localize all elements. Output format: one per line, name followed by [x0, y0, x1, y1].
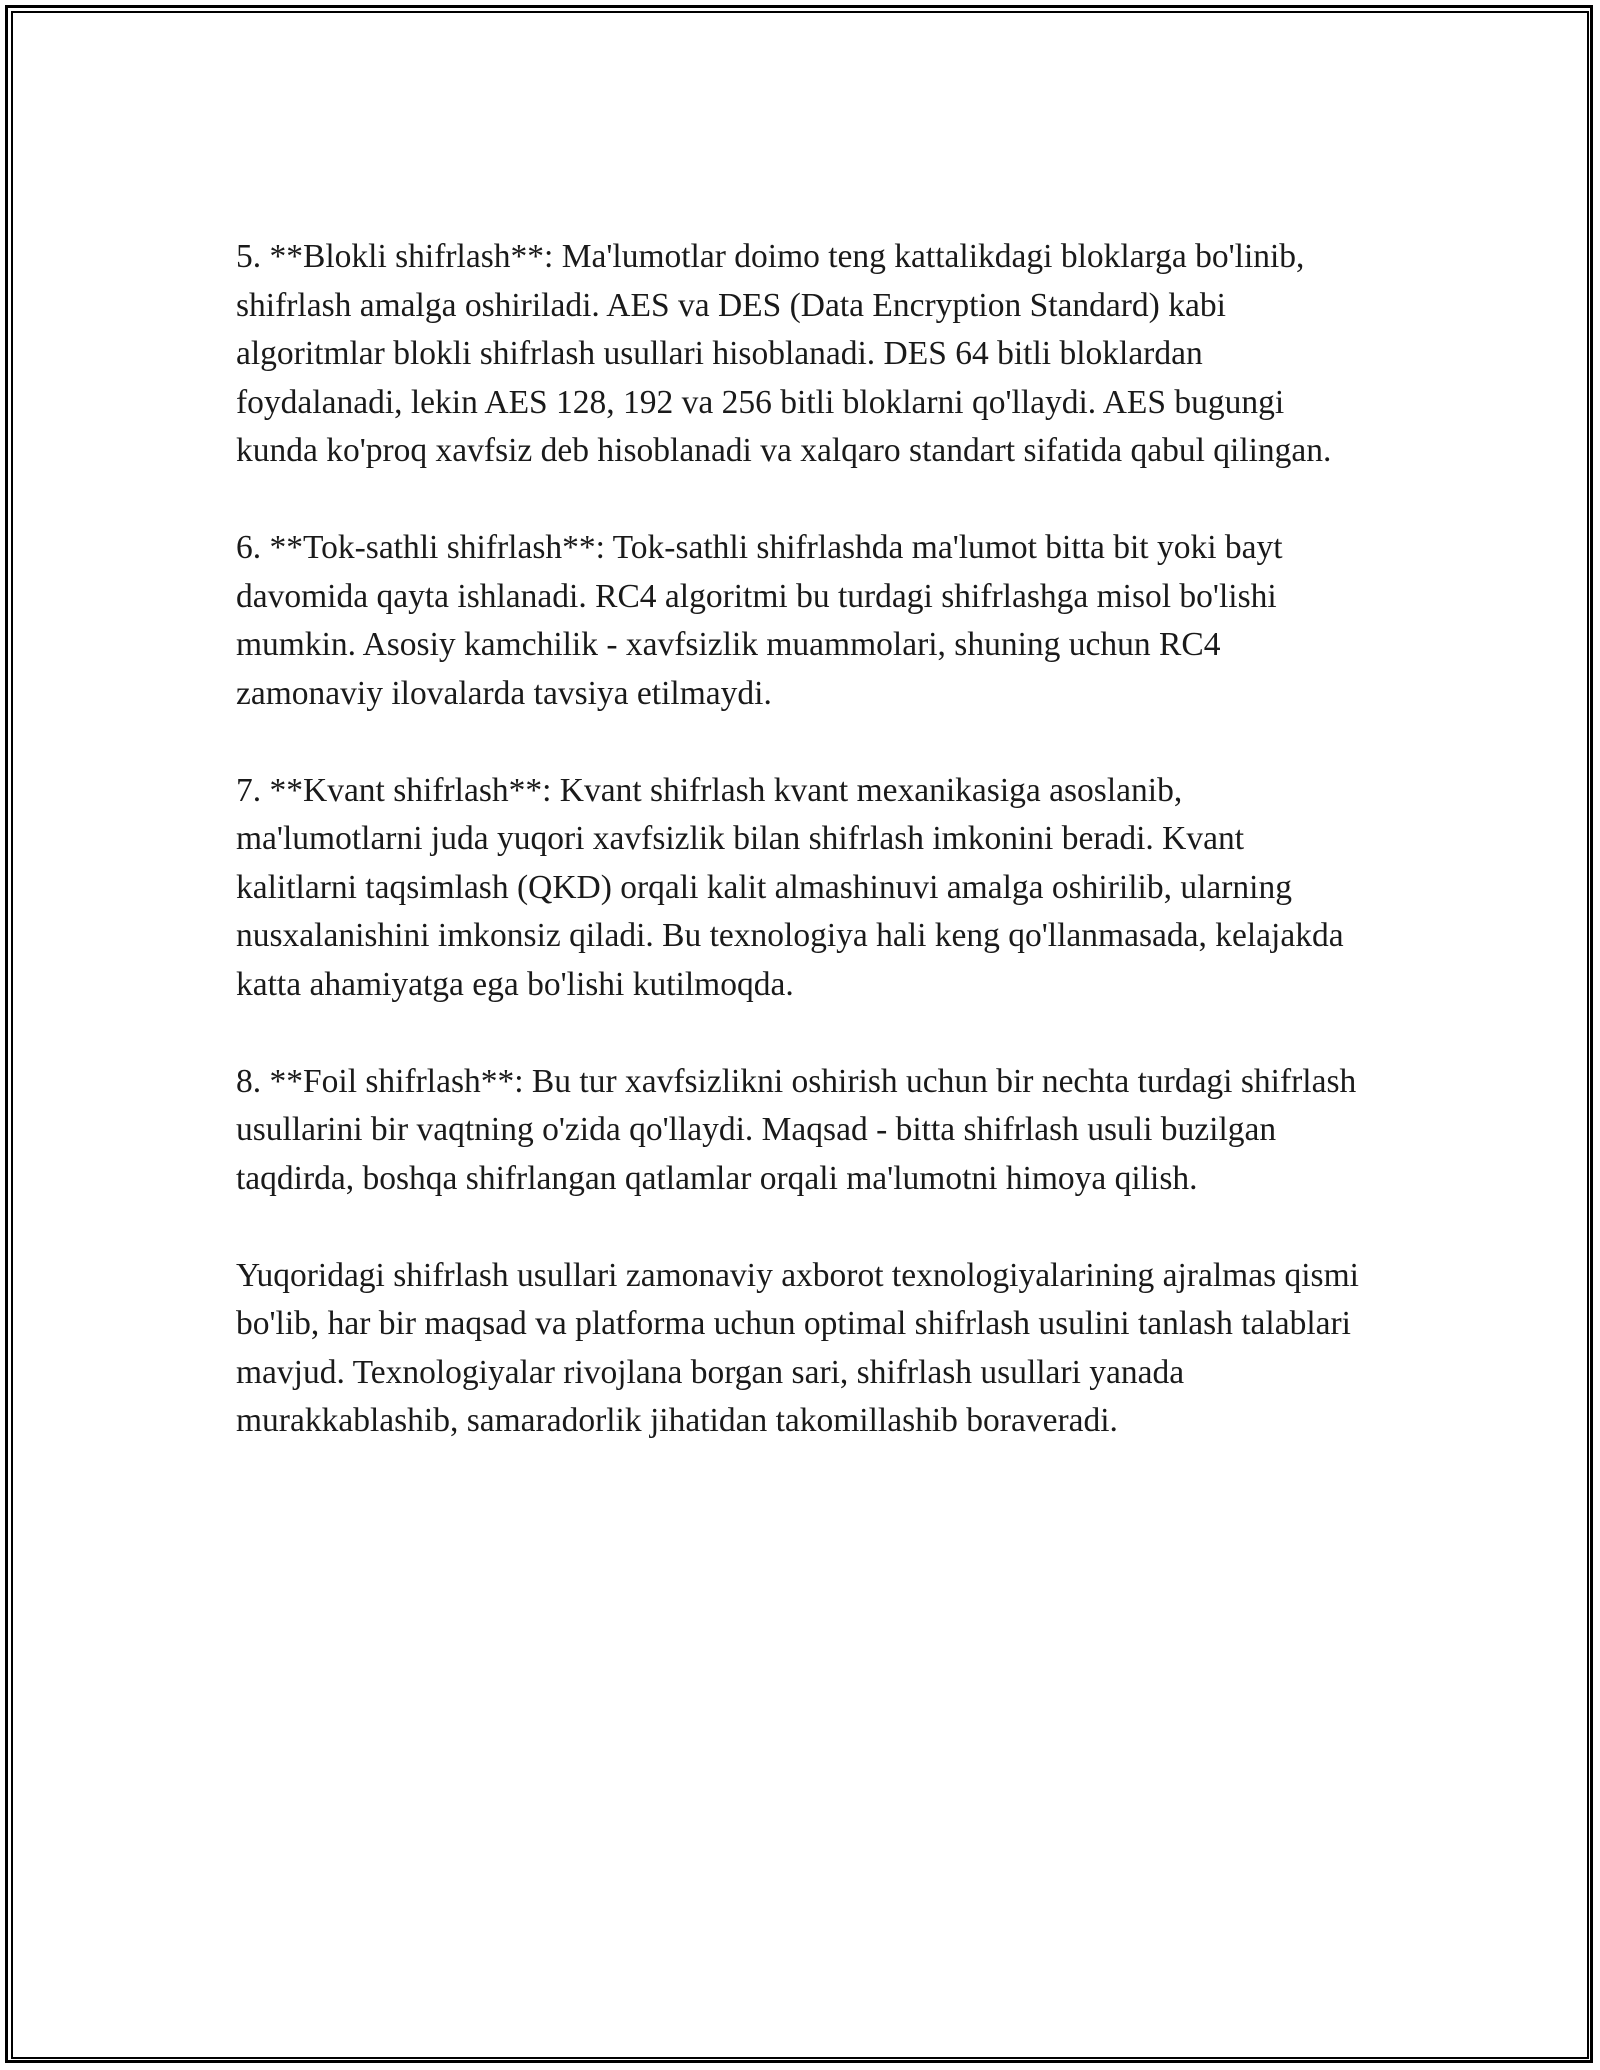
paragraph-stream-cipher: 6. **Tok-sathli shifrlash**: Tok-sathli shifrlashda ma'lumot bitta bit yoki bayt davomida qayta ishlanadi. RC4 algoritmi bu turdagi shifrlashga misol bo'lishi mumkin. Asosiy kamchilik - xavfsizlik muammolari, shuning uchun RC4 zamonaviy ilovalarda tavsiya etilmaydi.: [236, 529, 1283, 712]
paragraph-layered-encryption: 8. **Foil shifrlash**: Bu tur xavfsizlikni oshirish uchun bir nechta turdagi shifrlash usullarini bir vaqtning o'zida qo'llaydi. Maqsad - bitta shifrlash usuli buzilgan taqdirda, boshqa shifrlangan qatlamlar orqali ma'lumotni himoya qilish.: [236, 1062, 1357, 1197]
paragraph-block-cipher: 5. **Blokli shifrlash**: Ma'lumotlar doimo teng kattalikdagi bloklarga bo'linib, shifrlash amalga oshiriladi. AES va DES (Data Encryption Standard) kabi algoritmlar blokli shifrlash usullari hisoblanadi. DES 64 bitli bloklardan foydalanadi, lekin AES 128, 192 va 256 bitli bloklarni qo'llaydi. AES bugungi kunda ko'proq xavfsiz deb hisoblanadi va xalqaro standart sifatida qabul qilingan.: [236, 238, 1332, 469]
paragraph-quantum-encryption: 7. **Kvant shifrlash**: Kvant shifrlash kvant mexanikasiga asoslanib, ma'lumotlarni juda yuqori xavfsizlik bilan shifrlash imkonini beradi. Kvant kalitlarni taqsimlash (QKD) orqali kalit almashinuvi amalga oshirilib, ularning nusxalanishini imkonsiz qiladi. Bu texnologiya hali keng qo'llanmasada, kelajakda katta ahamiyatga ega bo'lishi kutilmoqda.: [236, 771, 1344, 1003]
document-body: [236, 233, 1366, 1494]
paragraph-conclusion: Yuqoridagi shifrlash usullari zamonaviy axborot texnologiyalarining ajralmas qismi bo'lib, har bir maqsad va platforma uchun optimal shifrlash usulini tanlash talablari mavjud. Texnologiyalar rivojlana borgan sari, shifrlash usullari yanada murakkablashib, samaradorlik jihatidan takomillashib boraveradi.: [236, 1256, 1359, 1439]
